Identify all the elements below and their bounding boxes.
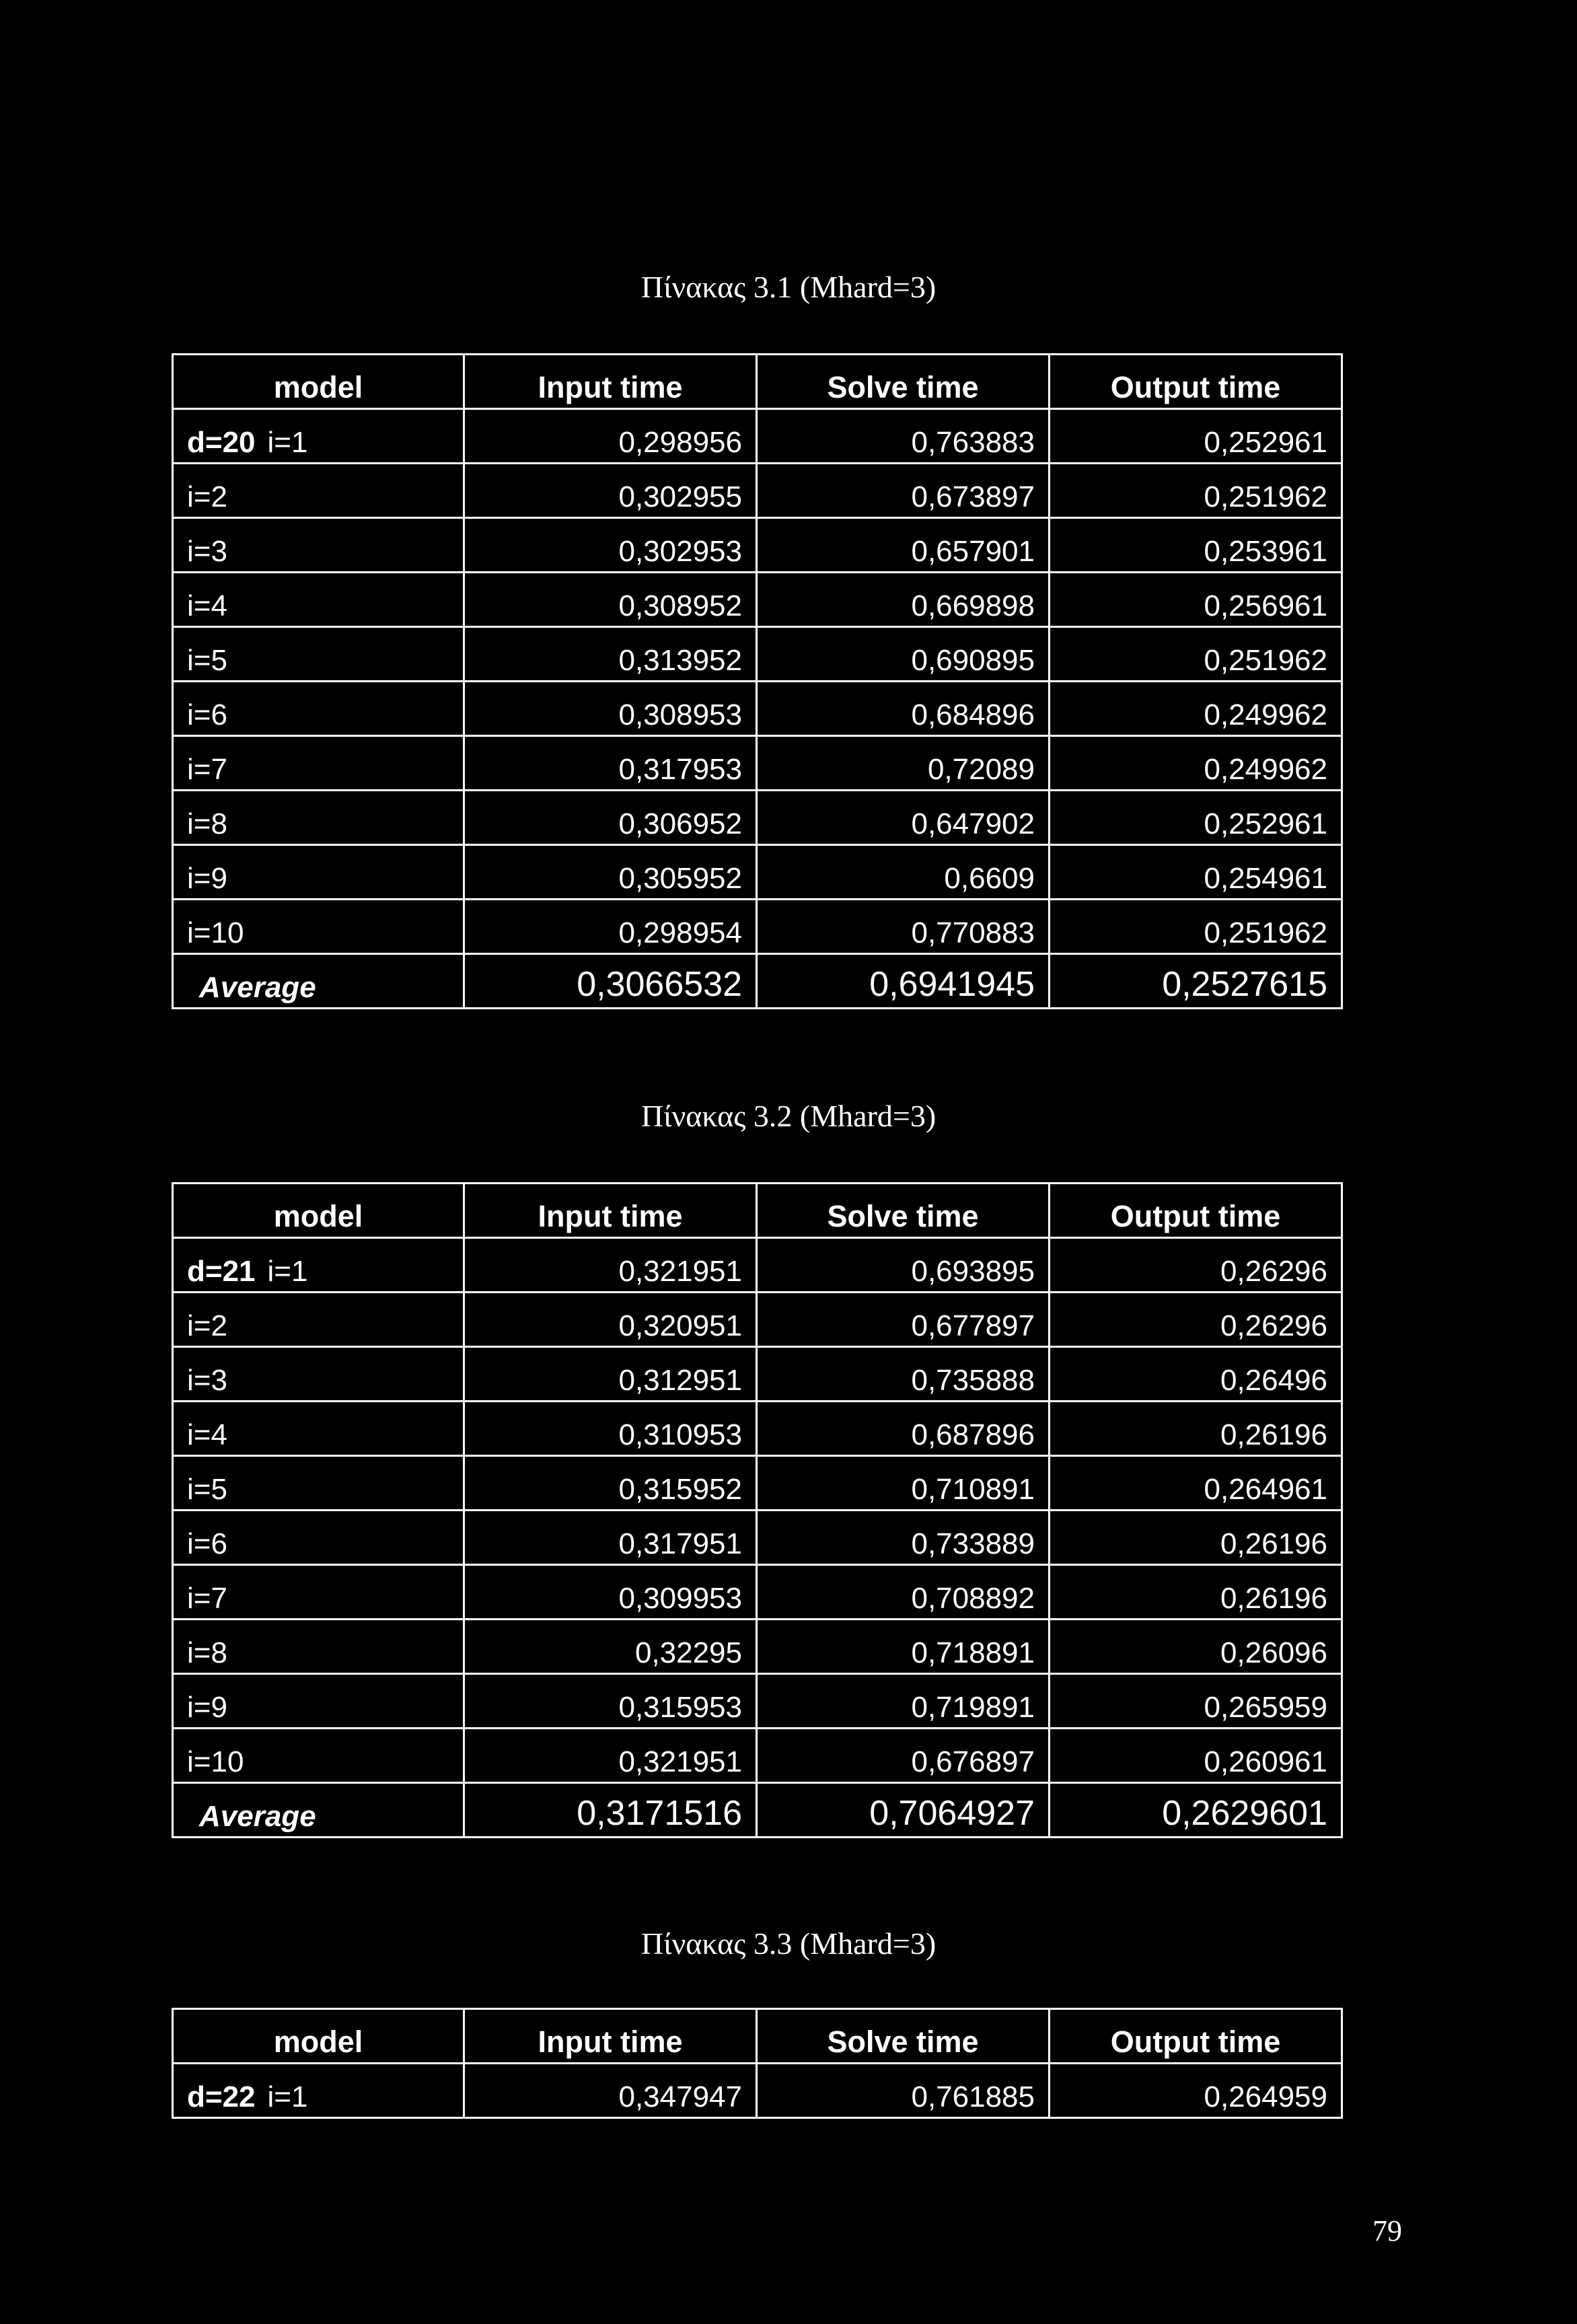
iteration-label: i=5 <box>187 644 227 677</box>
dimension-label: d=21 <box>187 1255 256 1288</box>
solve-time-cell: 0,6609 <box>757 845 1050 900</box>
iteration-label: i=5 <box>187 1473 227 1506</box>
solve-time-cell: 0,693895 <box>757 1238 1050 1293</box>
table-row <box>173 1620 1342 1674</box>
input-time-cell: 0,302953 <box>464 518 757 573</box>
solve-time-cell: 0,647902 <box>757 791 1050 845</box>
solve-time-cell: 0,761885 <box>757 2064 1050 2118</box>
model-cell <box>173 900 464 954</box>
column-header: Input time <box>464 355 757 409</box>
output-time-cell: 0,251962 <box>1050 900 1342 954</box>
table-row <box>173 1402 1342 1456</box>
table-row <box>173 1729 1342 1783</box>
model-cell <box>173 1238 464 1293</box>
iteration-label: i=3 <box>187 1364 227 1397</box>
page-number: 79 <box>1372 2214 1402 2247</box>
iteration-label: i=10 <box>187 1745 244 1778</box>
timing-table <box>172 1182 1343 1838</box>
solve-time-cell: 0,718891 <box>757 1620 1050 1674</box>
iteration-label: i=4 <box>187 1418 227 1451</box>
timing-table <box>172 2008 1343 2119</box>
input-time-cell: 0,306952 <box>464 791 757 845</box>
input-time-cell: 0,320951 <box>464 1293 757 1347</box>
solve-time-cell: 0,673897 <box>757 464 1050 518</box>
input-time-cell: 0,347947 <box>464 2064 757 2118</box>
model-cell <box>173 1620 464 1674</box>
table-row <box>173 682 1342 736</box>
input-time-cell: 0,298954 <box>464 900 757 954</box>
output-time-cell: 0,249962 <box>1050 736 1342 791</box>
output-time-cell: 0,252961 <box>1050 791 1342 845</box>
solve-time-cell: 0,684896 <box>757 682 1050 736</box>
input-time-cell: 0,321951 <box>464 1238 757 1293</box>
input-time-cell: 0,315952 <box>464 1456 757 1511</box>
column-header: model <box>173 2009 464 2064</box>
solve-time-cell: 0,72089 <box>757 736 1050 791</box>
table-row <box>173 627 1342 682</box>
table-row <box>173 900 1342 954</box>
input-time-cell: 0,309953 <box>464 1565 757 1620</box>
average-label: Average <box>173 1783 464 1838</box>
output-time-cell: 0,26196 <box>1050 1402 1342 1456</box>
solve-time-cell: 0,763883 <box>757 409 1050 464</box>
output-time-cell: 0,264961 <box>1050 1456 1342 1511</box>
header-row <box>173 2009 1342 2064</box>
input-time-cell: 0,313952 <box>464 627 757 682</box>
dimension-label: d=20 <box>187 426 256 459</box>
iteration-label: i=9 <box>187 1691 227 1724</box>
table-row <box>173 464 1342 518</box>
table-row <box>173 518 1342 573</box>
output-time-cell: 0,26296 <box>1050 1293 1342 1347</box>
timing-table <box>172 353 1343 1009</box>
average-input-cell: 0,3066532 <box>464 954 757 1009</box>
column-header: model <box>173 355 464 409</box>
input-time-cell: 0,321951 <box>464 1729 757 1783</box>
input-time-cell: 0,310953 <box>464 1402 757 1456</box>
model-cell <box>173 791 464 845</box>
iteration-label: i=3 <box>187 535 227 568</box>
average-row <box>173 1783 1342 1838</box>
output-time-cell: 0,249962 <box>1050 682 1342 736</box>
average-row <box>173 954 1342 1009</box>
table-row <box>173 1565 1342 1620</box>
average-solve-cell: 0,6941945 <box>757 954 1050 1009</box>
model-cell <box>173 1293 464 1347</box>
column-header: model <box>173 1184 464 1238</box>
output-time-cell: 0,26196 <box>1050 1511 1342 1565</box>
table-caption: Πίνακας 3.1 (Mhard=3) <box>640 270 937 304</box>
input-time-cell: 0,302955 <box>464 464 757 518</box>
solve-time-cell: 0,687896 <box>757 1402 1050 1456</box>
model-cell <box>173 573 464 627</box>
output-time-cell: 0,26196 <box>1050 1565 1342 1620</box>
iteration-label: i=10 <box>187 916 244 949</box>
model-cell <box>173 682 464 736</box>
output-time-cell: 0,256961 <box>1050 573 1342 627</box>
model-cell <box>173 1402 464 1456</box>
table-row <box>173 409 1342 464</box>
output-time-cell: 0,252961 <box>1050 409 1342 464</box>
iteration-label: i=8 <box>187 1636 227 1669</box>
iteration-label: i=1 <box>267 426 308 459</box>
dimension-label: d=22 <box>187 2080 256 2113</box>
table-row <box>173 1238 1342 1293</box>
table-row <box>173 791 1342 845</box>
output-time-cell: 0,264959 <box>1050 2064 1342 2118</box>
input-time-cell: 0,312951 <box>464 1347 757 1402</box>
solve-time-cell: 0,669898 <box>757 573 1050 627</box>
iteration-label: i=4 <box>187 589 227 622</box>
output-time-cell: 0,26496 <box>1050 1347 1342 1402</box>
solve-time-cell: 0,708892 <box>757 1565 1050 1620</box>
solve-time-cell: 0,770883 <box>757 900 1050 954</box>
table-row <box>173 1456 1342 1511</box>
column-header: Output time <box>1050 355 1342 409</box>
solve-time-cell: 0,657901 <box>757 518 1050 573</box>
table-caption: Πίνακας 3.3 (Mhard=3) <box>640 1926 937 1961</box>
solve-time-cell: 0,733889 <box>757 1511 1050 1565</box>
output-time-cell: 0,260961 <box>1050 1729 1342 1783</box>
table-row <box>173 2064 1342 2118</box>
input-time-cell: 0,32295 <box>464 1620 757 1674</box>
solve-time-cell: 0,719891 <box>757 1674 1050 1729</box>
model-cell <box>173 1456 464 1511</box>
model-cell <box>173 518 464 573</box>
table-row <box>173 736 1342 791</box>
output-time-cell: 0,265959 <box>1050 1674 1342 1729</box>
average-output-cell: 0,2629601 <box>1050 1783 1342 1838</box>
solve-time-cell: 0,735888 <box>757 1347 1050 1402</box>
iteration-label: i=8 <box>187 807 227 840</box>
average-output-cell: 0,2527615 <box>1050 954 1342 1009</box>
table-row <box>173 1347 1342 1402</box>
table-row <box>173 573 1342 627</box>
input-time-cell: 0,305952 <box>464 845 757 900</box>
output-time-cell: 0,254961 <box>1050 845 1342 900</box>
average-label: Average <box>173 954 464 1009</box>
column-header: Solve time <box>757 1184 1050 1238</box>
model-cell <box>173 1565 464 1620</box>
model-cell <box>173 627 464 682</box>
model-cell <box>173 736 464 791</box>
column-header: Output time <box>1050 2009 1342 2064</box>
iteration-label: i=9 <box>187 862 227 895</box>
input-time-cell: 0,308952 <box>464 573 757 627</box>
model-cell <box>173 409 464 464</box>
column-header: Output time <box>1050 1184 1342 1238</box>
output-time-cell: 0,26096 <box>1050 1620 1342 1674</box>
model-cell <box>173 1347 464 1402</box>
iteration-label: i=2 <box>187 1309 227 1342</box>
model-cell <box>173 1729 464 1783</box>
solve-time-cell: 0,677897 <box>757 1293 1050 1347</box>
model-cell <box>173 464 464 518</box>
column-header: Input time <box>464 1184 757 1238</box>
iteration-label: i=2 <box>187 480 227 513</box>
input-time-cell: 0,308953 <box>464 682 757 736</box>
table-row <box>173 1511 1342 1565</box>
average-input-cell: 0,3171516 <box>464 1783 757 1838</box>
iteration-label: i=7 <box>187 1582 227 1615</box>
table-row <box>173 1674 1342 1729</box>
solve-time-cell: 0,710891 <box>757 1456 1050 1511</box>
output-time-cell: 0,26296 <box>1050 1238 1342 1293</box>
input-time-cell: 0,317953 <box>464 736 757 791</box>
model-cell <box>173 845 464 900</box>
model-cell <box>173 1511 464 1565</box>
iteration-label: i=1 <box>267 1255 308 1288</box>
table-row <box>173 1293 1342 1347</box>
input-time-cell: 0,298956 <box>464 409 757 464</box>
model-cell <box>173 2064 464 2118</box>
output-time-cell: 0,251962 <box>1050 464 1342 518</box>
header-row <box>173 355 1342 409</box>
model-cell <box>173 1674 464 1729</box>
iteration-label: i=6 <box>187 698 227 731</box>
iteration-label: i=6 <box>187 1527 227 1560</box>
output-time-cell: 0,251962 <box>1050 627 1342 682</box>
iteration-label: i=1 <box>267 2080 308 2113</box>
table-caption: Πίνακας 3.2 (Mhard=3) <box>640 1099 937 1133</box>
column-header: Solve time <box>757 2009 1050 2064</box>
column-header: Input time <box>464 2009 757 2064</box>
input-time-cell: 0,317951 <box>464 1511 757 1565</box>
input-time-cell: 0,315953 <box>464 1674 757 1729</box>
table-row <box>173 845 1342 900</box>
header-row <box>173 1184 1342 1238</box>
iteration-label: i=7 <box>187 753 227 786</box>
column-header: Solve time <box>757 355 1050 409</box>
average-solve-cell: 0,7064927 <box>757 1783 1050 1838</box>
output-time-cell: 0,253961 <box>1050 518 1342 573</box>
solve-time-cell: 0,690895 <box>757 627 1050 682</box>
solve-time-cell: 0,676897 <box>757 1729 1050 1783</box>
